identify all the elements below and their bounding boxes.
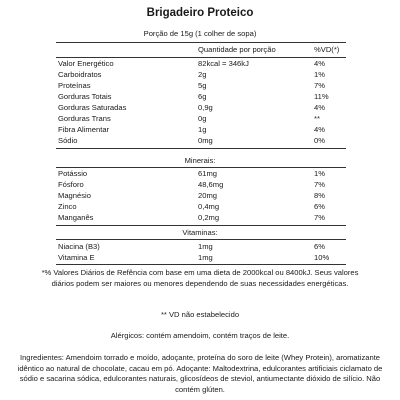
mineral-name: Magnésio [58,191,91,200]
table-row [58,243,348,253]
mineral-vd: 7% [314,180,325,189]
nutrient-amount: 0,9g [198,103,213,112]
table-row [58,60,348,70]
nutrient-amount: 0g [198,114,207,123]
nutrient-vd: 1% [314,70,325,79]
nutrient-name: Sódio [58,136,78,145]
nutrient-name: Fibra Alimentar [58,125,110,134]
divider-header [56,57,346,58]
mineral-vd: 8% [314,191,325,200]
minerals-heading: Minerais: [184,156,216,165]
mineral-name: Potássio [58,169,88,178]
nutrient-amount: 1g [198,125,207,134]
nutrient-name: Carboidratos [58,70,102,79]
nutrient-vd: 7% [314,81,325,90]
mineral-vd: 6% [314,202,325,211]
product-title: Brigadeiro Proteico [146,7,254,19]
vitamin-amount: 1mg [198,253,213,262]
divider-mineral-rows [56,225,346,226]
nutrient-amount: 82kcal = 346kJ [198,59,249,68]
mineral-amount: 0,4mg [198,202,220,211]
table-row [58,170,348,180]
vitamin-vd: 6% [314,242,325,251]
table-row [58,192,348,202]
allergens-text: Alérgicos: contém amendoim, contém traços de leite. [110,331,290,340]
nutrient-amount: 6g [198,92,207,101]
table-row [58,126,348,136]
quantity-header: Quantidade por porção [198,45,276,54]
serving-size: Porção de 15g (1 colher de sopa) [143,29,257,38]
nutrient-name: Proteínas [58,81,91,90]
vd-not-established-note: ** VD não estabelecido [160,310,240,319]
table-row [58,115,348,125]
divider-top [56,42,346,43]
vitamins-heading: Vitaminas: [182,228,218,237]
mineral-amount: 20mg [198,191,217,200]
divider-vitamins [56,239,346,240]
nutrient-name: Gorduras Trans [58,114,111,123]
vd-header: %VD(*) [314,45,340,54]
mineral-amount: 48,6mg [198,180,224,189]
nutrient-vd: ** [314,114,320,123]
nutrient-amount: 2g [198,70,207,79]
nutrient-vd: 4% [314,59,325,68]
nutrient-amount: 0mg [198,136,213,145]
mineral-vd: 7% [314,213,325,222]
ingredients-text: Ingredientes: Amendoim torrado e moído, adoçante, proteína do soro de leite (Whey Protein), aromatizante idêntico ao natural de chocolate, cacau em pó. Adoçante: Maltodextrina, edulcorantes artificiais ciclamato de sódio e sacarina sódica, edulcorantes naturais, glicosídeos de steviol, antiumectante dióxido de silício. Não contém glúten. [17,353,383,394]
table-row [58,203,348,213]
divider-vitamin-rows [56,264,346,265]
mineral-name: Fósforo [58,180,84,189]
table-row [58,93,348,103]
mineral-amount: 61mg [198,169,217,178]
vitamin-name: Vitamina E [58,253,95,262]
table-row [58,254,348,264]
nutrient-name: Valor Energético [58,59,114,68]
nutrient-name: Gorduras Saturadas [58,103,127,112]
nutrient-vd: 4% [314,125,325,134]
divider-nutrients [56,148,346,149]
nutrient-vd: 4% [314,103,325,112]
table-header [58,46,348,56]
vitamin-amount: 1mg [198,242,213,251]
vitamin-name: Niacina (B3) [58,242,100,251]
nutrient-vd: 0% [314,136,325,145]
mineral-vd: 1% [314,169,325,178]
table-row [58,82,348,92]
table-row [58,104,348,114]
mineral-name: Zinco [58,202,77,211]
vitamin-vd: 10% [314,253,330,262]
table-row [58,71,348,81]
mineral-name: Manganês [58,213,94,222]
table-row [58,181,348,191]
divider-minerals [56,167,346,168]
table-row [58,137,348,147]
table-row [58,214,348,224]
daily-values-footnote: *% Valores Diários de Refência com base em uma dieta de 2000kcal ou 8400kJ. Seus valores diários podem ser maiores ou menores dependendo de suas necessidades energéticas. [41,268,359,288]
mineral-amount: 0,2mg [198,213,220,222]
nutrient-vd: 11% [314,92,329,101]
nutrient-amount: 5g [198,81,207,90]
nutrient-name: Gorduras Totais [58,92,112,101]
